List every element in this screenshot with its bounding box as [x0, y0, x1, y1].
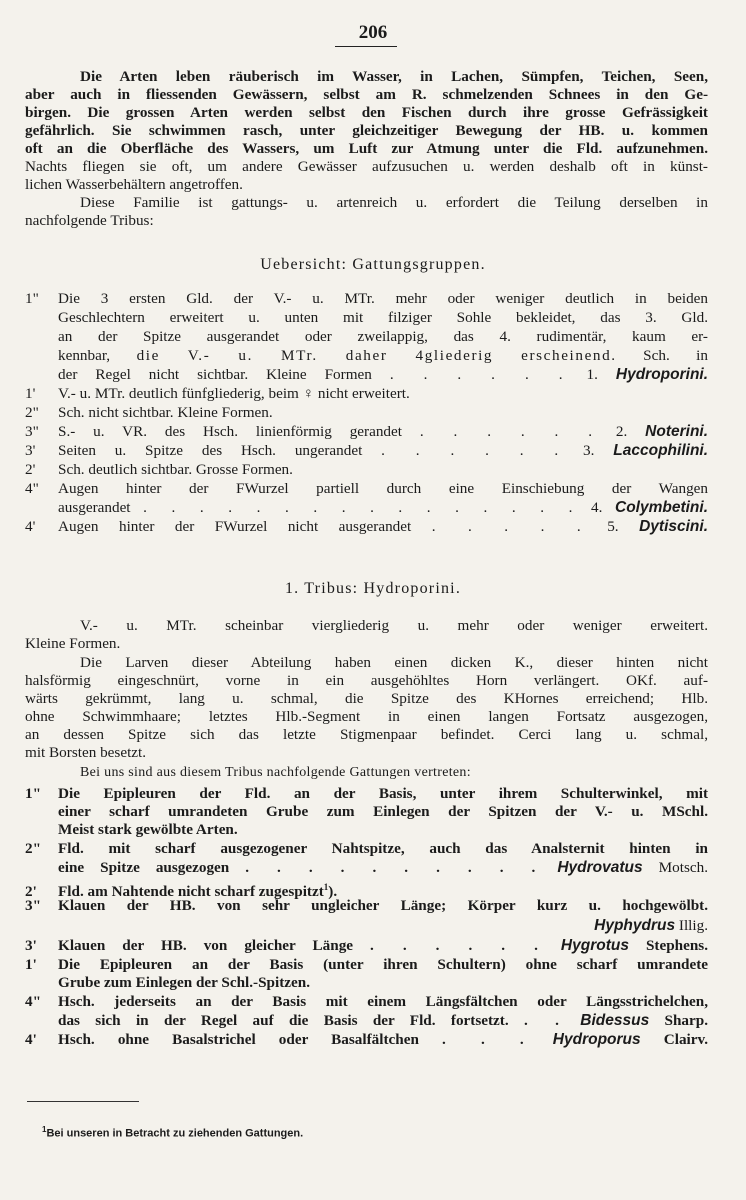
- tribus-name: Hydroporini.: [615, 366, 709, 383]
- key-line: kennbar, die V.- u. MTr. daher 4gliederig erscheinend. Sch. in: [58, 347, 708, 364]
- couplet-mark: 1": [25, 290, 39, 307]
- genus-couplet-1p: 1' Die Epipleuren an der Basis (unter ihren Schultern) ohne scharf umrandete: [25, 956, 708, 973]
- tribe-heading: 1. Tribus: Hydroporini.: [284, 580, 462, 597]
- tribus-name: Dytiscini.: [639, 518, 709, 535]
- key-line: eine Spitze ausgezogen . . . . . . . . . . Hydrovatus Motsch.: [58, 859, 709, 876]
- key-couplet-2: 2" Sch. nicht sichtbar. Kleine Formen.: [25, 404, 273, 421]
- genus-couplet-1: 1" Die Epipleuren der Fld. an der Basis, unter ihrem Schulterwinkel, mit: [25, 785, 708, 802]
- key-line: ausgerandet . . . . . . . . . . . . . . . . 4. Colymbetini.: [58, 499, 709, 516]
- footnote: $^1$Bei unseren in Betracht zu ziehenden Gattungen.: [42, 1125, 304, 1140]
- key-line: Grube zum Einlegen der Schl.-Spitzen.: [58, 974, 311, 991]
- key-couplet-1: 1" Die 3 ersten Gld. der V.- u. MTr. mehr oder weniger deutlich in beiden: [25, 290, 708, 307]
- genus-name: Bidessus: [580, 1012, 650, 1029]
- key-line: Geschlechtern erweitert u. unten mit filziger Sohle bekleidet, das 3. Gld.: [58, 309, 708, 326]
- tribe-line: an dessen Spitze sich das letzte Stigmenpaar befindet. Cerci lang u. schmal,: [25, 726, 708, 743]
- tribe-line: V.- u. MTr. scheinbar viergliederig u. mehr oder weniger erweitert.: [80, 617, 708, 634]
- overview-heading: Uebersicht: Gattungsgruppen.: [260, 256, 486, 273]
- tribe-line: ohne Schwimmhaare; letztes Hlb.-Segment in einen langen Fortsatz ausgezogen,: [25, 708, 708, 725]
- key-couplet-3p: 3' Seiten u. Spitze des Hsch. ungerandet . . . . . . 3. Laccophilini.: [25, 442, 709, 459]
- tribus-name: Noterini.: [645, 423, 709, 440]
- genus-couplet-4p: 4' Hsch. ohne Basalstrichel oder Basalfältchen . . . Hydroporus Clairv.: [25, 1031, 709, 1048]
- footnote-rule: [27, 1101, 139, 1102]
- tribe-line: Kleine Formen.: [25, 635, 121, 652]
- tribe-line: mit Borsten besetzt.: [25, 744, 147, 761]
- tribe-line: halsförmig eingeschnürt, vorne in ein ausgehöhltes Horn verlängert. OKf. auf-: [25, 672, 708, 689]
- key-line: der Regel nicht sichtbar. Kleine Formen . . . . . . 1. Hydroporini.: [58, 366, 709, 383]
- key-line: an der Spitze ausgerandet oder zweilappig, das 4. rudimentär, kaum er-: [58, 328, 708, 345]
- key-couplet-1p: 1' V.- u. MTr. deutlich fünfgliederig, beim ♀ nicht erweitert.: [25, 385, 410, 402]
- page-number: 206: [358, 22, 388, 43]
- intro-line: Diese Familie ist gattungs- u. artenreich u. erfordert die Teilung derselben in: [80, 194, 708, 211]
- key-couplet-2p: 2' Sch. deutlich sichtbar. Grosse Formen.: [25, 461, 293, 478]
- intro-line: nachfolgende Tribus:: [25, 212, 154, 229]
- genus-couplet-3: 3" Klauen der HB. von sehr ungleicher Länge; Körper kurz u. hochgewölbt.: [25, 897, 708, 914]
- key-couplet-3: 3" S.- u. VR. des Hsch. linienförmig gerandet . . . . . . 2. Noterini.: [25, 423, 709, 440]
- genus-name: Hydroporus: [552, 1031, 641, 1048]
- key-line: Meist stark gewölbte Arten.: [58, 821, 238, 838]
- genus-couplet-2p: 2' Fld. am Nahtende nicht scharf zugespitzt$^1$).: [25, 882, 338, 901]
- intro-line: Nachts fliegen sie oft, um andere Gewässer aufzusuchen u. werden deshalb oft in künst-: [25, 158, 708, 175]
- key-couplet-4: 4" Augen hinter der FWurzel partiell durch eine Einschiebung der Wangen: [25, 480, 708, 497]
- tribe-line: Bei uns sind aus diesem Tribus nachfolgende Gattungen vertreten:: [80, 765, 471, 780]
- intro-line: oft an die Oberfläche des Wassers, um Luft zur Atmung unter die Fld. aufzunehmen.: [25, 140, 708, 157]
- tribe-line: wärts gekrümmt, lang u. schmal, die Spitze des KHornes erreichend; Hlb.: [25, 690, 708, 707]
- genus-name: Hyphydrus: [594, 917, 676, 934]
- intro-line: gefährlich. Sie schwimmen rasch, unter gleichzeitiger Bewegung der HB. u. kommen: [25, 122, 708, 139]
- tribe-line: Die Larven dieser Abteilung haben einen dicken K., dieser hinten nicht: [80, 654, 708, 671]
- genus-couplet-2: 2" Fld. mit scharf ausgezogener Nahtspitze, auch das Analsternit hinten in: [25, 840, 708, 857]
- genus-name: Hydrovatus: [557, 859, 643, 876]
- intro-line: birgen. Die grossen Arten werden selbst den Fischen durch ihre grosse Gefrässigkeit: [25, 104, 708, 121]
- tribus-name: Laccophilini.: [613, 442, 709, 459]
- genus-couplet-4: 4" Hsch. jederseits an der Basis mit einem Längsfältchen oder Längsstrichelchen,: [25, 993, 708, 1010]
- intro-line: aber auch in fliessenden Gewässern, selbst am R. schmelzenden Schnees in den Ge-: [25, 86, 708, 103]
- intro-line: lichen Wasserbehältern angetroffen.: [25, 176, 243, 193]
- key-line: Hyphydrus Illig.: [594, 917, 708, 934]
- key-line: einer scharf umrandeten Grube zum Einlegen der Spitzen der V.- u. MSchl.: [58, 803, 708, 820]
- genus-name: Hygrotus: [560, 937, 629, 954]
- intro-line: Die Arten leben räuberisch im Wasser, in Lachen, Sümpfen, Teichen, Seen,: [80, 68, 708, 85]
- tribus-name: Colymbetini.: [615, 499, 709, 516]
- key-line: das sich in der Regel auf die Basis der Fld. fortsetzt. . . Bidessus Sharp.: [58, 1012, 709, 1029]
- key-couplet-4p: 4' Augen hinter der FWurzel nicht ausgerandet . . . . . 5. Dytiscini.: [25, 518, 709, 535]
- genus-couplet-3p: 3' Klauen der HB. von gleicher Länge . . . . . . Hygrotus Stephens.: [25, 937, 709, 954]
- page-number-rule: [335, 46, 397, 47]
